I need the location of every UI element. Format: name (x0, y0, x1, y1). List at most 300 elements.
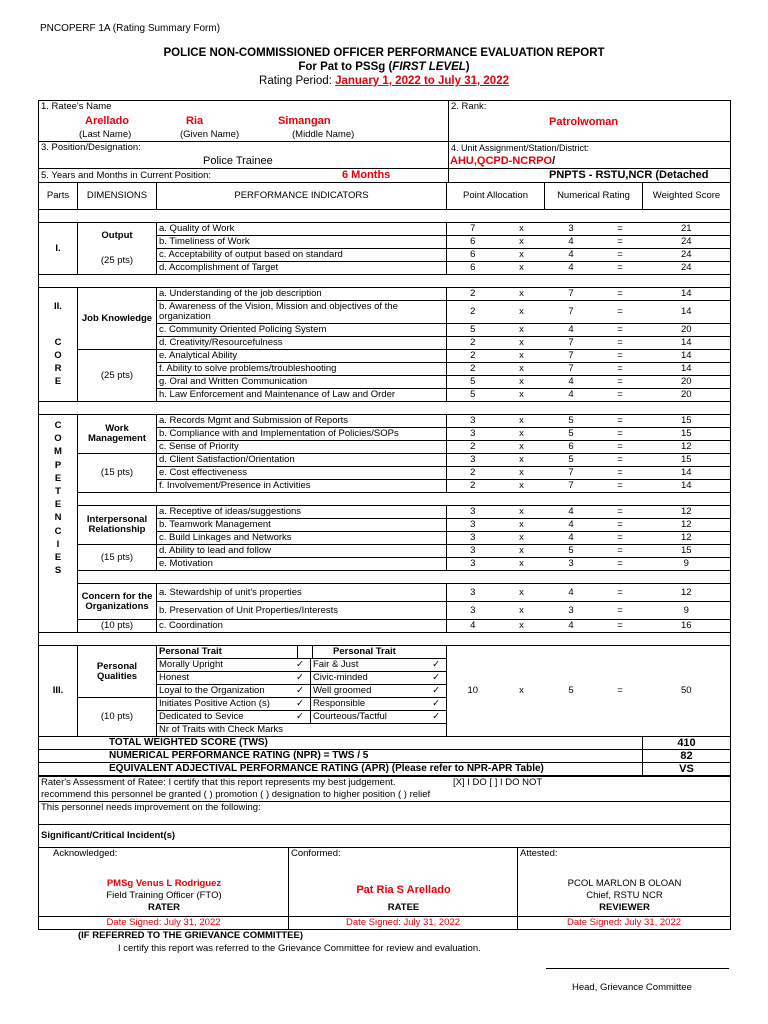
trait-right: Well groomed (310, 685, 426, 697)
times-sign: x (499, 558, 545, 571)
performance-indicator: b. Teamwork Management (157, 519, 447, 532)
incidents-cell: Significant/Critical Incident(s) (39, 825, 731, 848)
performance-indicator: g. Oral and Written Communication (157, 376, 447, 389)
table-row (39, 620, 731, 633)
assessment-table (38, 776, 731, 930)
point-allocation: 3 (447, 558, 499, 571)
total-weighted-score-value: 410 (643, 737, 731, 750)
performance-indicator: b. Compliance with and Implementation of Policies/SOPs (157, 428, 447, 441)
rater-title: Field Training Officer (FTO) (106, 890, 222, 901)
weighted-score: 15 (643, 428, 731, 441)
trait-cell (157, 685, 447, 698)
point-allocation: 3 (447, 428, 499, 441)
point-allocation: 3 (447, 545, 499, 558)
weighted-score: 14 (643, 350, 731, 363)
ratee-name-cell (39, 101, 449, 142)
weighted-score: 20 (643, 389, 731, 402)
trait-cell (157, 672, 447, 685)
point-allocation: 2 (447, 363, 499, 376)
point-allocation: 2 (447, 350, 499, 363)
numerical-rating: 4 (545, 506, 598, 519)
table-row (39, 646, 731, 659)
acknowledged-label: Acknowledged: (53, 848, 118, 859)
equals-sign: = (598, 602, 643, 620)
numerical-rating: 3 (545, 602, 598, 620)
total-weighted-score-row (39, 737, 731, 750)
trait-right: Civic-minded (310, 672, 426, 684)
weighted-score: 12 (643, 441, 731, 454)
point-allocation: 3 (447, 584, 499, 602)
check-icon: ✓ (296, 698, 304, 709)
table-row (39, 584, 731, 602)
performance-indicator: b. Timeliness of Work (157, 236, 447, 249)
times-sign: x (499, 301, 545, 324)
equals-sign: = (598, 415, 643, 428)
times-sign: x (499, 363, 545, 376)
point-allocation: 2 (447, 480, 499, 493)
unit-cell-2 (449, 169, 731, 183)
weighted-score: 9 (643, 558, 731, 571)
equals-sign: = (598, 350, 643, 363)
col-weighted: Weighted Score (643, 183, 731, 210)
weighted-score: 15 (643, 415, 731, 428)
separator-row (39, 493, 731, 506)
numerical-rating: 4 (545, 532, 598, 545)
weighted-score: 20 (643, 324, 731, 337)
dimension-points: (10 pts) (78, 620, 157, 633)
table-row (39, 249, 731, 262)
performance-indicator: a. Receptive of ideas/suggestions (157, 506, 447, 519)
separator-cell (39, 402, 731, 415)
ratee-last-name: Arellado (85, 115, 130, 127)
numerical-rating: 4 (545, 376, 598, 389)
performance-indicator: c. Coordination (157, 620, 447, 633)
performance-indicator: h. Law Enforcement and Maintenance of Law and Order (157, 389, 447, 402)
separator-row (39, 210, 731, 223)
numerical-rating: 4 (545, 324, 598, 337)
numerical-rating: 5 (545, 415, 598, 428)
ratee-role: RATEE (387, 902, 420, 913)
equals-sign: = (598, 249, 643, 262)
times-sign: x (499, 337, 545, 350)
check-icon: ✓ (296, 672, 304, 683)
times-sign: x (499, 646, 545, 737)
competencies-letters: C O M P E T E N C I E S (39, 415, 78, 633)
years-label: 5. Years and Months in Current Position: (41, 169, 212, 181)
rater-cell (39, 848, 289, 917)
part-label-core (39, 288, 78, 402)
performance-indicator: e. Motivation (157, 558, 447, 571)
separator-row (39, 402, 731, 415)
equals-sign: = (598, 301, 643, 324)
check-icon: ✓ (432, 698, 441, 709)
ratee-date-signed: Date Signed: July 31, 2022 (289, 917, 518, 930)
times-sign: x (499, 602, 545, 620)
part-iii-label: III. (39, 646, 78, 737)
separator-cell (78, 493, 731, 506)
conformed-label: Conformed: (291, 848, 341, 859)
numerical-rating: 7 (545, 288, 598, 301)
point-allocation: 2 (447, 288, 499, 301)
dimension-output: Output (78, 223, 157, 249)
equals-sign: = (598, 363, 643, 376)
point-allocation: 5 (447, 389, 499, 402)
numerical-rating: 7 (545, 337, 598, 350)
dimension-interpersonal-relationship: Interpersonal Relationship (78, 506, 157, 545)
equals-sign: = (598, 428, 643, 441)
numerical-rating: 4 (545, 620, 598, 633)
middle-name-caption: (Middle Name) (292, 129, 355, 140)
times-sign: x (499, 441, 545, 454)
check-icon: ✓ (296, 711, 304, 722)
trait-left: Honest (159, 672, 190, 683)
numerical-performance-rating-label: NUMERICAL PERFORMANCE RATING (NPR) = TWS / 5 (39, 750, 643, 763)
equals-sign: = (598, 480, 643, 493)
performance-indicator: d. Client Satisfaction/Orientation (157, 454, 447, 467)
equals-sign: = (598, 389, 643, 402)
equals-sign: = (598, 620, 643, 633)
dimension-points: (15 pts) (78, 545, 157, 571)
weighted-score: 12 (643, 584, 731, 602)
point-allocation: 3 (447, 532, 499, 545)
point-allocation: 6 (447, 262, 499, 275)
weighted-score: 15 (643, 545, 731, 558)
ratee-sign-name: Pat Ria S Arellado (356, 884, 451, 896)
weighted-score: 14 (643, 363, 731, 376)
times-sign: x (499, 288, 545, 301)
numerical-rating: 3 (545, 223, 598, 236)
trait-cell (157, 698, 447, 711)
point-allocation: 4 (447, 620, 499, 633)
unit-cell (449, 142, 731, 169)
times-sign: x (499, 389, 545, 402)
times-sign: x (499, 620, 545, 633)
point-allocation: 5 (447, 324, 499, 337)
equals-sign: = (598, 236, 643, 249)
point-allocation: 7 (447, 223, 499, 236)
adjectival-rating-value: VS (643, 763, 731, 776)
equals-sign: = (598, 454, 643, 467)
times-sign: x (499, 480, 545, 493)
times-sign: x (499, 376, 545, 389)
check-icon: ✓ (296, 685, 304, 696)
table-row (39, 415, 731, 428)
separator-row (39, 275, 731, 288)
table-row (39, 223, 731, 236)
column-header-row (39, 183, 731, 210)
core-letters: C O R E (54, 336, 62, 387)
weighted-score: 50 (643, 646, 731, 737)
rater-date-signed: Date Signed: July 31, 2022 (39, 917, 289, 930)
weighted-score: 24 (643, 249, 731, 262)
col-rating: Numerical Rating (545, 183, 643, 210)
adjectival-rating-label: EQUIVALENT ADJECTIVAL PERFORMANCE RATING (APR) (Please refer to NPR-APR Table) (39, 763, 643, 776)
point-allocation: 3 (447, 415, 499, 428)
point-allocation: 10 (447, 646, 499, 737)
point-allocation: 2 (447, 441, 499, 454)
performance-indicator: a. Quality of Work (157, 223, 447, 236)
assessment-line-1: Rater's Assessment of Ratee: I certify that this report represents my best judgement. [X] I DO [ ] I DO NOT (41, 777, 543, 788)
col-dimensions: DIMENSIONS (78, 183, 157, 210)
point-allocation: 3 (447, 602, 499, 620)
weighted-score: 14 (643, 337, 731, 350)
times-sign: x (499, 428, 545, 441)
weighted-score: 24 (643, 262, 731, 275)
equals-sign: = (598, 558, 643, 571)
times-sign: x (499, 506, 545, 519)
form-subtitle: For Pat to PSSg (FIRST LEVEL) (298, 61, 470, 73)
adjectival-rating-row (39, 763, 731, 776)
rank-value: Patrolwoman (549, 116, 619, 128)
ratee-name-label: 1. Ratee's Name (41, 101, 112, 112)
numerical-rating: 5 (545, 545, 598, 558)
performance-indicator: a. Understanding of the job description (157, 288, 447, 301)
equals-sign: = (598, 467, 643, 480)
separator-cell (39, 633, 731, 646)
assessment-line-2: recommend this personnel be granted ( ) promotion ( ) designation to higher position ( ) relief (41, 789, 431, 800)
trait-cell (157, 659, 447, 672)
performance-indicator: c. Sense of Priority (157, 441, 447, 454)
numerical-rating: 4 (545, 262, 598, 275)
unit-value-2: PNPTS - RSTU,NCR (Detached (549, 169, 709, 181)
dimension-work-management: Work Management (78, 415, 157, 454)
performance-indicator: d. Creativity/Resourcefulness (157, 337, 447, 350)
weighted-score: 14 (643, 480, 731, 493)
point-allocation: 5 (447, 376, 499, 389)
separator-cell (39, 210, 731, 223)
separator-cell (39, 275, 731, 288)
equals-sign: = (598, 441, 643, 454)
times-sign: x (499, 467, 545, 480)
weighted-score: 24 (643, 236, 731, 249)
trait-right: Courteous/Tactful (310, 711, 426, 723)
attested-label: Attested: (520, 848, 558, 859)
times-sign: x (499, 519, 545, 532)
numerical-rating: 7 (545, 350, 598, 363)
rater-role: RATER (147, 902, 181, 913)
weighted-score: 16 (643, 620, 731, 633)
dimension-points: (15 pts) (78, 454, 157, 493)
form-code: PNCOPERF 1A (Rating Summary Form) (40, 23, 221, 34)
numerical-rating: 5 (545, 646, 598, 737)
point-allocation: 3 (447, 454, 499, 467)
check-icon: ✓ (432, 672, 441, 683)
numerical-rating: 4 (545, 519, 598, 532)
check-icon: ✓ (432, 685, 441, 696)
ratee-middle-name: Simangan (278, 115, 331, 127)
times-sign: x (499, 249, 545, 262)
times-sign: x (499, 324, 545, 337)
numerical-rating: 4 (545, 584, 598, 602)
trait-right: Responsible (310, 698, 426, 710)
years-cell (39, 169, 449, 183)
weighted-score: 15 (643, 454, 731, 467)
weighted-score: 9 (643, 602, 731, 620)
performance-indicator: a. Records Mgmt and Submission of Reports (157, 415, 447, 428)
table-row (39, 506, 731, 519)
improvement-cell: This personnel needs improvement on the following: (39, 802, 731, 825)
reviewer-name: PCOL MARLON B OLOAN (567, 878, 682, 889)
performance-indicator: a. Stewardship of unit's properties (157, 584, 447, 602)
equals-sign: = (598, 376, 643, 389)
check-icon: ✓ (432, 659, 441, 670)
equals-sign: = (598, 646, 643, 737)
point-allocation: 3 (447, 506, 499, 519)
check-icon: ✓ (432, 711, 441, 722)
times-sign: x (499, 223, 545, 236)
times-sign: x (499, 545, 545, 558)
part-label: I. (39, 223, 78, 275)
dimension-concern-for-the-organizations: Concern for the Organizations (78, 584, 157, 620)
numerical-rating: 7 (545, 363, 598, 376)
separator-cell (78, 571, 731, 584)
equals-sign: = (598, 223, 643, 236)
weighted-score: 12 (643, 506, 731, 519)
trait-cell (157, 724, 447, 737)
last-name-caption: (Last Name) (79, 129, 132, 140)
point-allocation: 2 (447, 301, 499, 324)
performance-indicator: d. Accomplishment of Target (157, 262, 447, 275)
dimension-points: (10 pts) (78, 698, 157, 737)
grievance-text: I certify this report was referred to the Grievance Committee for review and evaluation. (118, 943, 481, 954)
reviewer-role: REVIEWER (599, 902, 650, 913)
times-sign: x (499, 350, 545, 363)
traits-count-label: Nr of Traits with Check Marks (159, 724, 284, 735)
grievance-head-label: Head, Grievance Committee (572, 982, 692, 993)
numerical-rating: 4 (545, 389, 598, 402)
performance-indicator: f. Ability to solve problems/troubleshooting (157, 363, 447, 376)
trait-cell (157, 711, 447, 724)
point-allocation: 2 (447, 337, 499, 350)
trait-left: Morally Upright (159, 659, 223, 670)
check-icon: ✓ (296, 659, 304, 670)
dimension-job-knowledge: Job Knowledge (78, 288, 157, 350)
times-sign: x (499, 454, 545, 467)
total-weighted-score-label: TOTAL WEIGHTED SCORE (TWS) (39, 737, 643, 750)
equals-sign: = (598, 545, 643, 558)
weighted-score: 14 (643, 288, 731, 301)
equals-sign: = (598, 532, 643, 545)
equals-sign: = (598, 288, 643, 301)
performance-indicator: b. Awareness of the Vision, Mission and objectives of the organization (157, 301, 447, 324)
point-allocation: 6 (447, 236, 499, 249)
separator-row (39, 571, 731, 584)
performance-indicator: e. Cost effectiveness (157, 467, 447, 480)
point-allocation: 3 (447, 519, 499, 532)
trait-right: Fair & Just (310, 659, 426, 671)
weighted-score: 12 (643, 532, 731, 545)
times-sign: x (499, 415, 545, 428)
table-row (39, 288, 731, 301)
rank-label: 2. Rank: (451, 101, 487, 112)
position-cell (39, 142, 449, 169)
numerical-rating: 5 (545, 454, 598, 467)
weighted-score: 21 (643, 223, 731, 236)
part-ii-label: II. (54, 300, 62, 312)
trait-left: Dedicated to Sevice (159, 711, 244, 722)
equals-sign: = (598, 324, 643, 337)
weighted-score: 14 (643, 467, 731, 480)
numerical-performance-rating-value: 82 (643, 750, 731, 763)
numerical-rating: 4 (545, 249, 598, 262)
dimension-points: (25 pts) (78, 350, 157, 402)
weighted-score: 14 (643, 301, 731, 324)
table-row (39, 454, 731, 467)
unit-label: 4. Unit Assignment/Station/District: (451, 143, 590, 153)
rating-period: Rating Period: January 1, 2022 to July 31, 2022 (259, 75, 509, 87)
times-sign: x (499, 236, 545, 249)
form-title: POLICE NON-COMMISSIONED OFFICER PERFORMANCE EVALUATION REPORT (163, 47, 605, 59)
numerical-rating: 7 (545, 301, 598, 324)
table-row (39, 350, 731, 363)
dimension-personal-qualities: Personal Qualities (78, 646, 157, 698)
numerical-performance-rating-row (39, 750, 731, 763)
equals-sign: = (598, 519, 643, 532)
equals-sign: = (598, 584, 643, 602)
times-sign: x (499, 262, 545, 275)
separator-row (39, 633, 731, 646)
trait-cell: Personal Trait Personal Trait (157, 646, 447, 659)
numerical-rating: 3 (545, 558, 598, 571)
performance-indicator: e. Analytical Ability (157, 350, 447, 363)
performance-indicator: b. Preservation of Unit Properties/Interests (157, 602, 447, 620)
times-sign: x (499, 584, 545, 602)
equals-sign: = (598, 337, 643, 350)
weighted-score: 12 (643, 519, 731, 532)
performance-indicator: c. Build Linkages and Networks (157, 532, 447, 545)
trait-left: Loyal to the Organization (159, 685, 265, 696)
rank-cell (449, 101, 731, 142)
table-row (39, 545, 731, 558)
reviewer-date-signed: Date Signed: July 31, 2022 (518, 917, 731, 930)
given-name-caption: (Given Name) (180, 129, 240, 140)
numerical-rating: 7 (545, 467, 598, 480)
equals-sign: = (598, 506, 643, 519)
position-value: Police Trainee (203, 155, 273, 167)
numerical-rating: 5 (545, 428, 598, 441)
grievance-heading: (IF REFERRED TO THE GRIEVANCE COMMITTEE) (78, 930, 304, 941)
assessment-cell (39, 777, 731, 802)
ratee-info-table (38, 100, 731, 183)
unit-value: AHU,QCPD-NCRPO/ (450, 155, 556, 167)
performance-indicator: f. Involvement/Presence in Activities (157, 480, 447, 493)
numerical-rating: 7 (545, 480, 598, 493)
grievance-signature-line (546, 968, 729, 969)
point-allocation: 6 (447, 249, 499, 262)
ratee-sign-cell (289, 848, 518, 917)
times-sign: x (499, 532, 545, 545)
performance-table (38, 182, 731, 776)
ratee-given-name: Ria (186, 115, 204, 127)
position-label: 3. Position/Designation: (41, 142, 141, 153)
col-points: Point Allocation (447, 183, 545, 210)
performance-indicator: c. Community Oriented Policing System (157, 324, 447, 337)
numerical-rating: 4 (545, 236, 598, 249)
weighted-score: 20 (643, 376, 731, 389)
trait-left: Initiates Positive Action (s) (159, 698, 270, 709)
col-parts: Parts (39, 183, 78, 210)
numerical-rating: 6 (545, 441, 598, 454)
performance-indicator: c. Acceptability of output based on standard (157, 249, 447, 262)
rater-name: PMSg Venus L Rodriguez (106, 878, 222, 889)
reviewer-title: Chief, RSTU NCR (586, 890, 663, 901)
point-allocation: 2 (447, 467, 499, 480)
performance-indicator: d. Ability to lead and follow (157, 545, 447, 558)
equals-sign: = (598, 262, 643, 275)
reviewer-cell (518, 848, 731, 917)
dimension-points: (25 pts) (78, 249, 157, 275)
years-value: 6 Months (342, 169, 391, 181)
